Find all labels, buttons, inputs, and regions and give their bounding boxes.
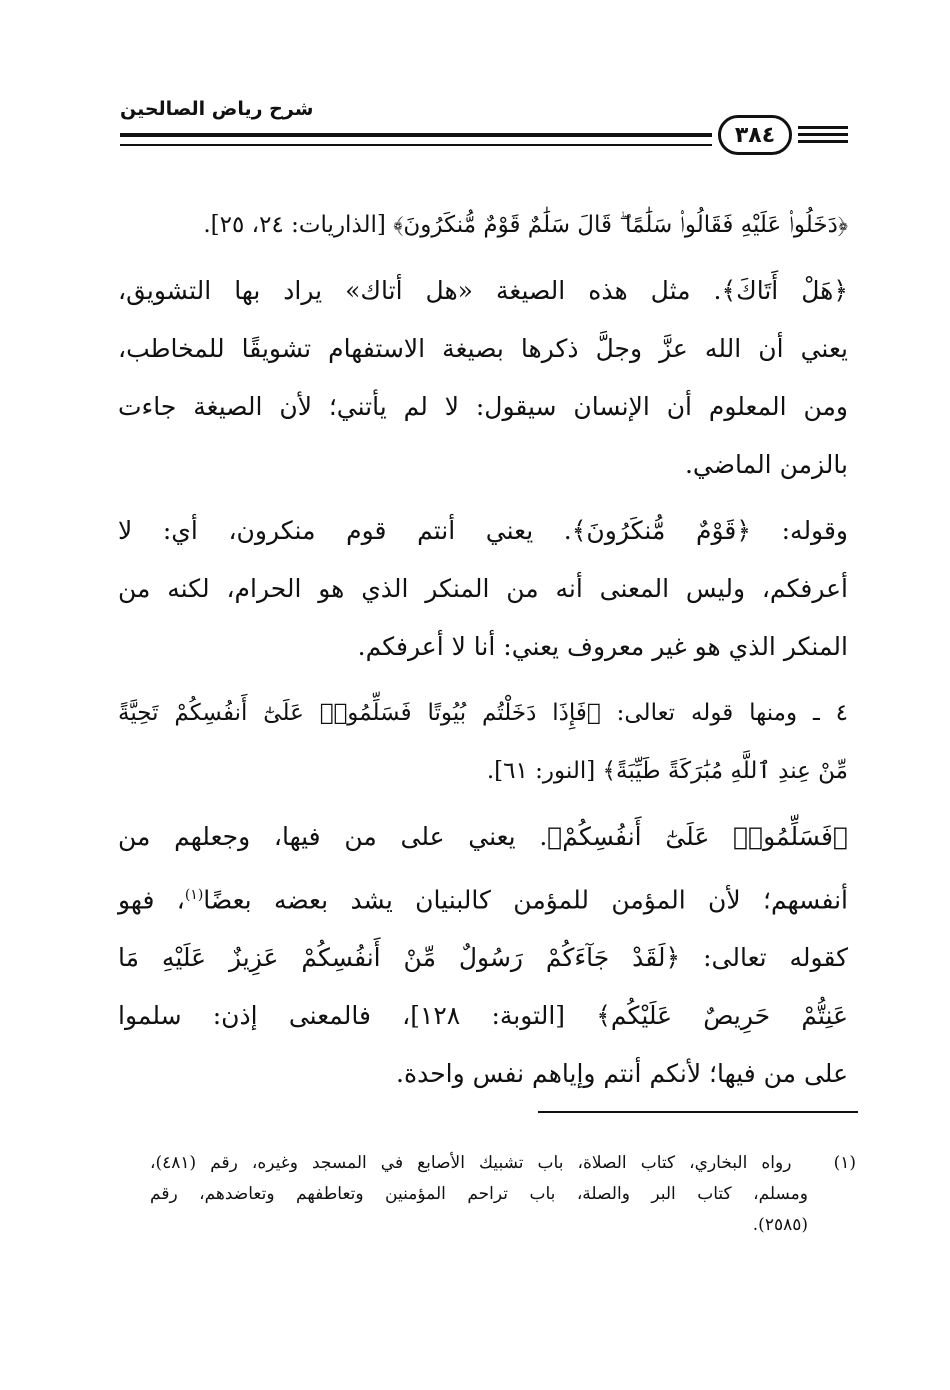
text-line-with-footnote — [118, 866, 848, 929]
text-line: ٤ ـ ومنها قوله تعالى: ﴿فَإِذَا دَخَلْتُم بُيُوتًا فَسَلِّمُوا۟ عَلَىٰٓ أَنفُسِكُمْ تَحِيَّةً — [118, 700, 848, 726]
footnote-line: (٢٥٨٥). — [752, 1215, 808, 1235]
text-line: مِّنْ عِندِ ٱللَّهِ مُبَٰرَكَةً طَيِّبَةً﴾ [النور: ٦١]. — [486, 758, 848, 784]
header-ornament-line — [798, 133, 848, 136]
text-line: كقوله تعالى: ﴿لَقَدْ جَآءَكُمْ رَسُولٌ مِّنْ أَنفُسِكُمْ عَزِيزٌ عَلَيْهِ مَا — [118, 943, 848, 973]
footnote-text: رواه البخاري، كتاب الصلاة، باب تشبيك الأصابع في المسجد وغيره، رقم (٤٨١)، — [150, 1153, 792, 1173]
text-line: على من فيها؛ لأنكم أنتم وإياهم نفس واحدة. — [396, 1059, 848, 1089]
header-rule-thin — [120, 144, 712, 146]
text-line: ﴿دَخَلُوا۟ عَلَيْهِ فَقَالُوا۟ سَلَٰمًا ۖ قَالَ سَلَٰمٌ قَوْمٌ مُّنكَرُونَ﴾ [الذاريات: ٢٤، ٢٥]. — [203, 212, 848, 238]
page-number: ٣٨٤ — [718, 115, 792, 155]
main-text — [118, 196, 848, 1103]
header-ornament-line — [798, 140, 848, 143]
text-line: المنكر الذي هو غير معروف يعني: أنا لا أعرفكم. — [357, 632, 848, 661]
header-ornament-line — [798, 126, 848, 129]
footnote-marker[interactable]: (١) — [184, 887, 204, 903]
text-line: ومن المعلوم أن الإنسان سيقول: لا لم يأتني؛ لأن الصيغة جاءت — [118, 392, 848, 421]
footnote-separator — [538, 1111, 858, 1113]
text-line: يعني أن الله عزَّ وجلَّ ذكرها بصيغة الاستفهام تشويقًا للمخاطب، — [118, 334, 848, 363]
text-segment: أنفسهم؛ لأن المؤمن للمؤمن كالبنيان يشد بعضه بعضًا — [203, 885, 848, 915]
text-line: وقوله: ﴿قَوْمٌ مُّنكَرُونَ﴾. يعني أنتم قوم منكرون، أي: لا — [118, 516, 848, 545]
text-line: عَنِتُّمْ حَرِيصٌ عَلَيْكُم﴾ [التوبة: ١٢٨]، فالمعنى إذن: سلموا — [118, 1001, 848, 1031]
text-line: أعرفكم، وليس المعنى أنه من المنكر الذي هو الحرام، لكنه من — [118, 574, 848, 603]
running-header-title: شرح رياض الصالحين — [120, 98, 314, 120]
text-segment: ، فهو — [118, 885, 185, 915]
text-line: ﴿فَسَلِّمُوا۟ عَلَىٰٓ أَنفُسِكُمْ﴾. يعني على من فيها، وجعلهم من — [118, 822, 848, 851]
footnote-line — [150, 1148, 856, 1179]
footnote-number: (١) — [833, 1153, 856, 1173]
text-line: ﴿هَلْ أَتَاكَ﴾. مثل هذه الصيغة «هل أتاك» يراد بها التشويق، — [118, 276, 848, 305]
text-line: بالزمن الماضي. — [684, 450, 848, 479]
header-rule — [120, 133, 712, 137]
footnote-line: ومسلم، كتاب البر والصلة، باب تراحم المؤمنين وتعاطفهم وتعاضدهم، رقم — [150, 1184, 808, 1204]
footnotes — [150, 1148, 856, 1241]
